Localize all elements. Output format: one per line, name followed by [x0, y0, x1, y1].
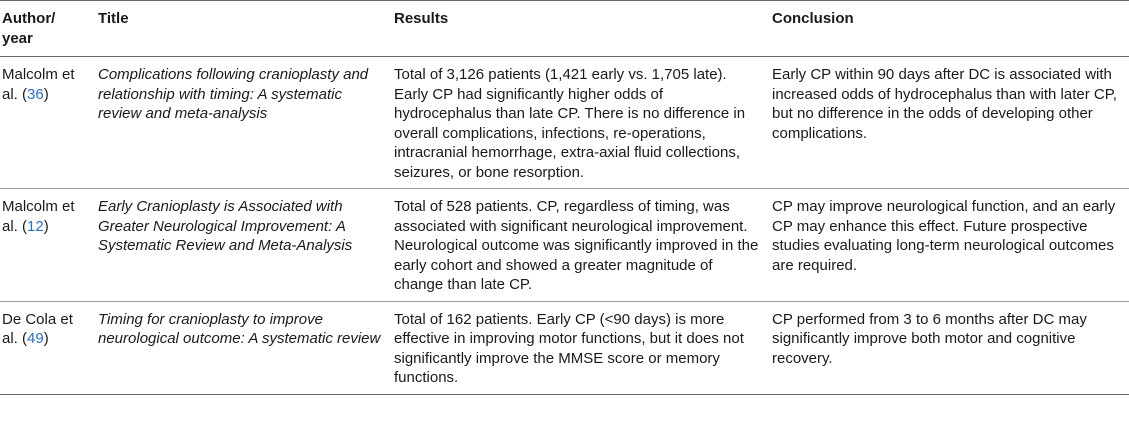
cell-results: Total of 528 patients. CP, regardless of timing, was associated with significant neurological improvement. Neurological outcome was significantly improved in the early cohort and showed a greater magnitude of change than late CP. — [394, 198, 759, 293]
header-author-year: Author/ year — [2, 10, 56, 47]
cell-title: Timing for cranioplasty to improve neurological outcome: A systematic review — [98, 310, 381, 347]
table-row — [0, 57, 1129, 189]
author-text: Malcolm et al. ( — [2, 66, 75, 103]
author-text: Malcolm et al. ( — [2, 198, 75, 235]
reference-link[interactable]: 36 — [27, 85, 44, 103]
header-conclusion: Conclusion — [772, 10, 854, 27]
cell-title: Complications following cranioplasty and relationship with timing: A systematic review and meta-analysis — [98, 66, 369, 122]
cell-title: Early Cranioplasty is Associated with Greater Neurological Improvement: A Systematic Review and Meta-Analysis — [98, 198, 353, 254]
cell-conclusion: Early CP within 90 days after DC is associated with increased odds of hydrocephalus than with later CP, but no difference in the odds of developing other complications. — [772, 66, 1117, 142]
table-body — [0, 57, 1129, 395]
header-title: Title — [98, 10, 129, 27]
reference-link[interactable]: 49 — [27, 330, 44, 347]
table-row — [0, 189, 1129, 302]
cell-conclusion: CP performed from 3 to 6 months after DC may significantly improve both motor and cognitive recovery. — [772, 310, 1087, 367]
cell-conclusion: CP may improve neurological function, and an early CP may enhance this effect. Future prospective studies evaluating long-term neurological outcomes are required. — [772, 198, 1116, 274]
author-close: ) — [43, 85, 49, 103]
header-row — [0, 1, 1129, 57]
reference-link[interactable]: 12 — [27, 217, 44, 235]
table-header — [0, 1, 1129, 57]
cell-results: Total of 3,126 patients (1,421 early vs. 1,705 late). Early CP had significantly higher odds of hydrocephalus than late CP. There is no difference in overall complications, infections, re-operations, intracranial hemorrhage, extra-axial fluid collections, seizures, or bone resorption. — [394, 66, 746, 181]
header-results: Results — [394, 10, 449, 27]
author-close: ) — [43, 330, 49, 347]
cell-author — [0, 301, 98, 394]
cell-author — [0, 57, 98, 189]
author-close: ) — [43, 217, 49, 235]
cell-author — [0, 189, 98, 302]
author-text: De Cola et al. ( — [2, 310, 73, 347]
cell-results: Total of 162 patients. Early CP (<90 days) is more effective in improving motor functions, but it does not significantly improve the MMSE score or memory functions. — [394, 310, 744, 386]
table-row — [0, 301, 1129, 394]
